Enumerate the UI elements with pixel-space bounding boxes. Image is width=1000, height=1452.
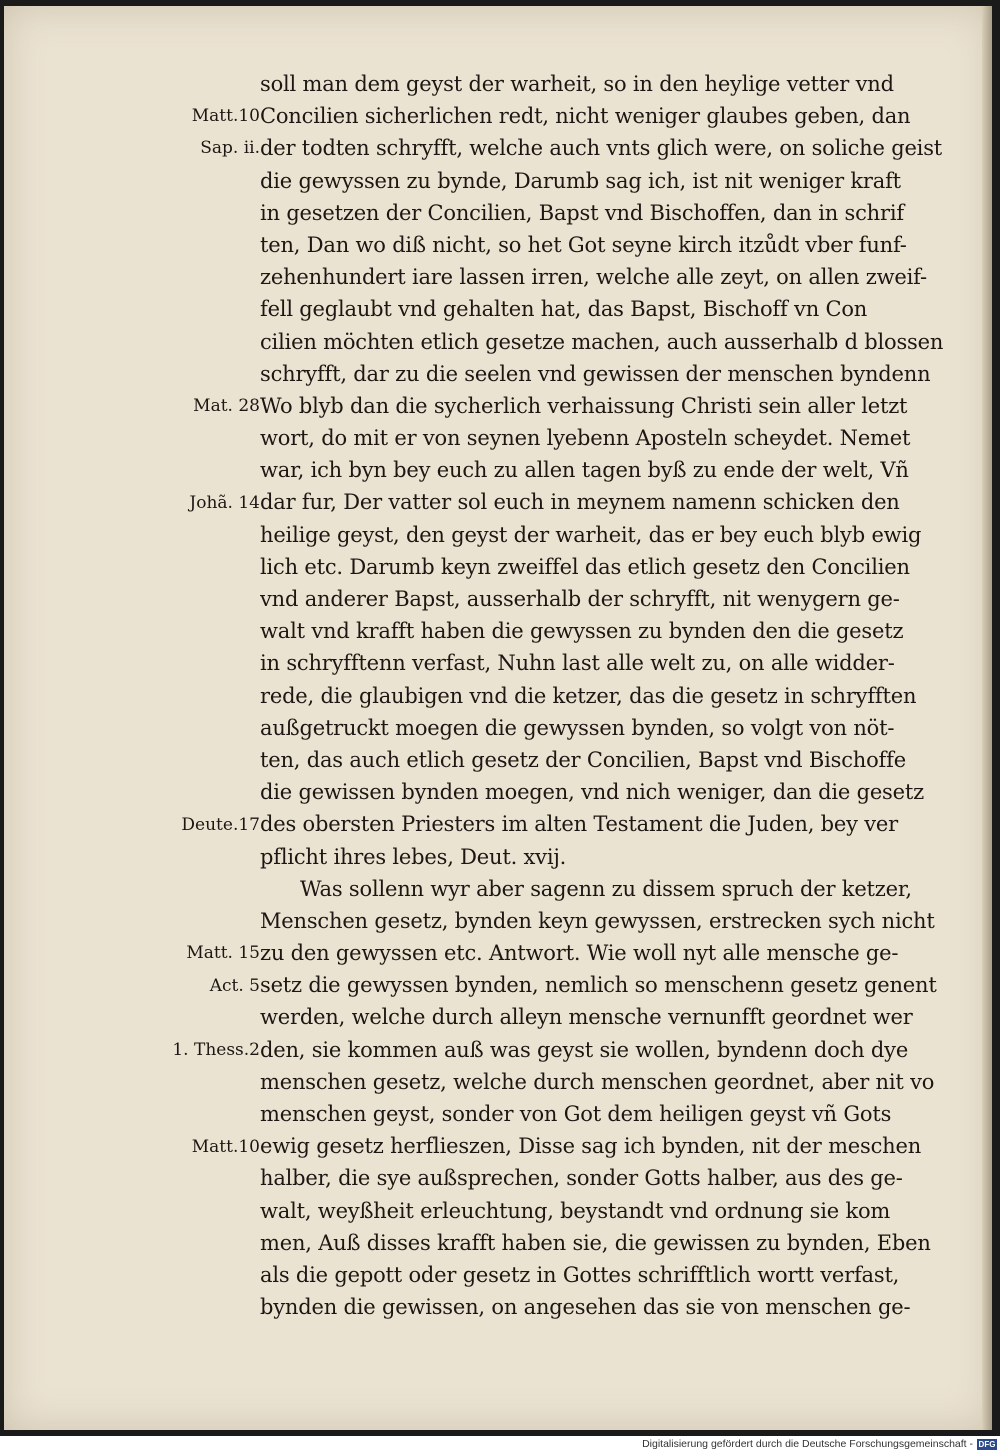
- text-line: pflicht ihres lebes, Deut. xvij.: [260, 844, 567, 869]
- text-line: wort, do mit er von seynen lyebenn Aposteln scheydet. Nemet: [260, 426, 911, 451]
- text-line: Was sollenn wyr aber sagenn zu dissem spruch der ketzer,: [300, 876, 912, 901]
- text-line: vnd anderer Bapst, ausserhalb der schryfft, nit wenygern ge-: [260, 587, 900, 611]
- text-line: außgetruckt moegen die gewyssen bynden, so volgt von nöt-: [260, 715, 895, 740]
- text-line: walt, weyßheit erleuchtung, beystandt vnd ordnung sie kom: [260, 1198, 891, 1223]
- text-line: soll man dem geyst der warheit, so in den heylige vetter vnd: [260, 72, 894, 96]
- text-line: halber, die sye außsprechen, sonder Gotts halber, aus des ge-: [260, 1166, 903, 1191]
- marginal-note: Mat. 28: [193, 396, 260, 416]
- text-line: menschen gesetz, welche durch menschen geordnet, aber nit vo: [260, 1069, 935, 1094]
- text-line: des obersten Priesters im alten Testament die Juden, bey ver: [260, 812, 898, 837]
- marginal-note: 1. Thess.2: [172, 1040, 260, 1060]
- text-line: der todten schryfft, welche auch vnts glich were, on soliche geist: [260, 136, 943, 161]
- text-line: den, sie kommen auß was geyst sie wollen, byndenn doch dye: [260, 1037, 909, 1062]
- text-line: in schryfftenn verfast, Nuhn last alle welt zu, on alle widder-: [260, 651, 895, 676]
- footer-credit: Digitalisierung gefördert durch die Deutsche Forschungsgemeinschaft -: [642, 1438, 973, 1451]
- text-line: Wo blyb dan die sycherlich verhaissung Christi sein aller letzt: [260, 393, 908, 418]
- text-line: bynden die gewissen, on angesehen das sie von menschen ge-: [260, 1295, 911, 1320]
- marginal-note: Matt.10: [191, 1136, 260, 1157]
- text-line: men, Auß disses krafft haben sie, die gewissen zu bynden, Eben: [260, 1230, 931, 1255]
- text-line: in gesetzen der Concilien, Bapst vnd Bischoffen, dan in schrif: [260, 200, 904, 225]
- text-line: war, ich byn bey euch zu allen tagen byß zu ende der welt, Vñ: [260, 458, 909, 483]
- text-line: fell geglaubt vnd gehalten hat, das Bapst, Bischoff vn Con: [260, 297, 868, 322]
- text-line: dar fur, Der vatter sol euch in meynem namenn schicken den: [260, 490, 900, 515]
- text-line: als die gepott oder gesetz in Gottes schrifftlich wortt verfast,: [260, 1262, 900, 1287]
- text-line: menschen geyst, sonder von Got dem heiligen geyst vñ Gots: [260, 1102, 892, 1126]
- text-line: die gewissen bynden moegen, vnd nich weniger, dan die gesetz: [260, 780, 924, 805]
- text-line: heilige geyst, den geyst der warheit, das er bey euch blyb ewig: [260, 522, 922, 547]
- text-line: walt vnd krafft haben die gewyssen zu bynden den die gesetz: [260, 619, 904, 644]
- text-line: die gewyssen zu bynde, Darumb sag ich, ist nit weniger kraft: [260, 168, 901, 193]
- text-line: cilien möchten etlich gesetze machen, auch ausserhalb d blossen: [260, 329, 944, 354]
- dfg-logo: DFG: [978, 1439, 996, 1449]
- marginal-note: Act. 5: [209, 975, 260, 996]
- text-line: zu den gewyssen etc. Antwort. Wie woll nyt alle mensche ge-: [260, 941, 899, 966]
- marginal-note: Deute.17: [181, 814, 260, 835]
- text-line: zehenhundert iare lassen irren, welche alle zeyt, on allen zweif-: [260, 265, 927, 290]
- text-line: ten, Dan wo diß nicht, so het Got seyne kirch itzůdt vber funf-: [260, 232, 907, 257]
- marginal-note: Sap. ii.: [200, 138, 260, 159]
- digitization-footer: [0, 1436, 1000, 1452]
- text-line: Menschen gesetz, bynden keyn gewyssen, erstrecken sych nicht: [260, 908, 935, 933]
- text-line: setz die gewyssen bynden, nemlich so menschenn gesetz genent: [260, 973, 937, 998]
- text-line: werden, welche durch alleyn mensche vernunfft geordnet wer: [260, 1005, 913, 1030]
- marginal-note: Matt.10: [191, 106, 260, 127]
- text-line: schryfft, dar zu die seelen vnd gewissen der menschen byndenn: [260, 361, 931, 386]
- marginal-note: Matt. 15: [186, 943, 260, 964]
- text-line: rede, die glaubigen vnd die ketzer, das die gesetz in schryfften: [260, 683, 917, 708]
- text-line: lich etc. Darumb keyn zweiffel das etlich gesetz den Concilien: [260, 554, 910, 579]
- text-line: ten, das auch etlich gesetz der Concilien, Bapst vnd Bischoffe: [260, 747, 906, 772]
- marginal-note: Johã. 14: [189, 492, 260, 513]
- text-line: ewig gesetz herflieszen, Disse sag ich bynden, nit der meschen: [260, 1134, 922, 1159]
- page-edge: [982, 6, 992, 1430]
- main-text-block: [260, 68, 950, 1323]
- text-line: Concilien sicherlichen redt, nicht weniger glaubes geben, dan: [260, 104, 911, 129]
